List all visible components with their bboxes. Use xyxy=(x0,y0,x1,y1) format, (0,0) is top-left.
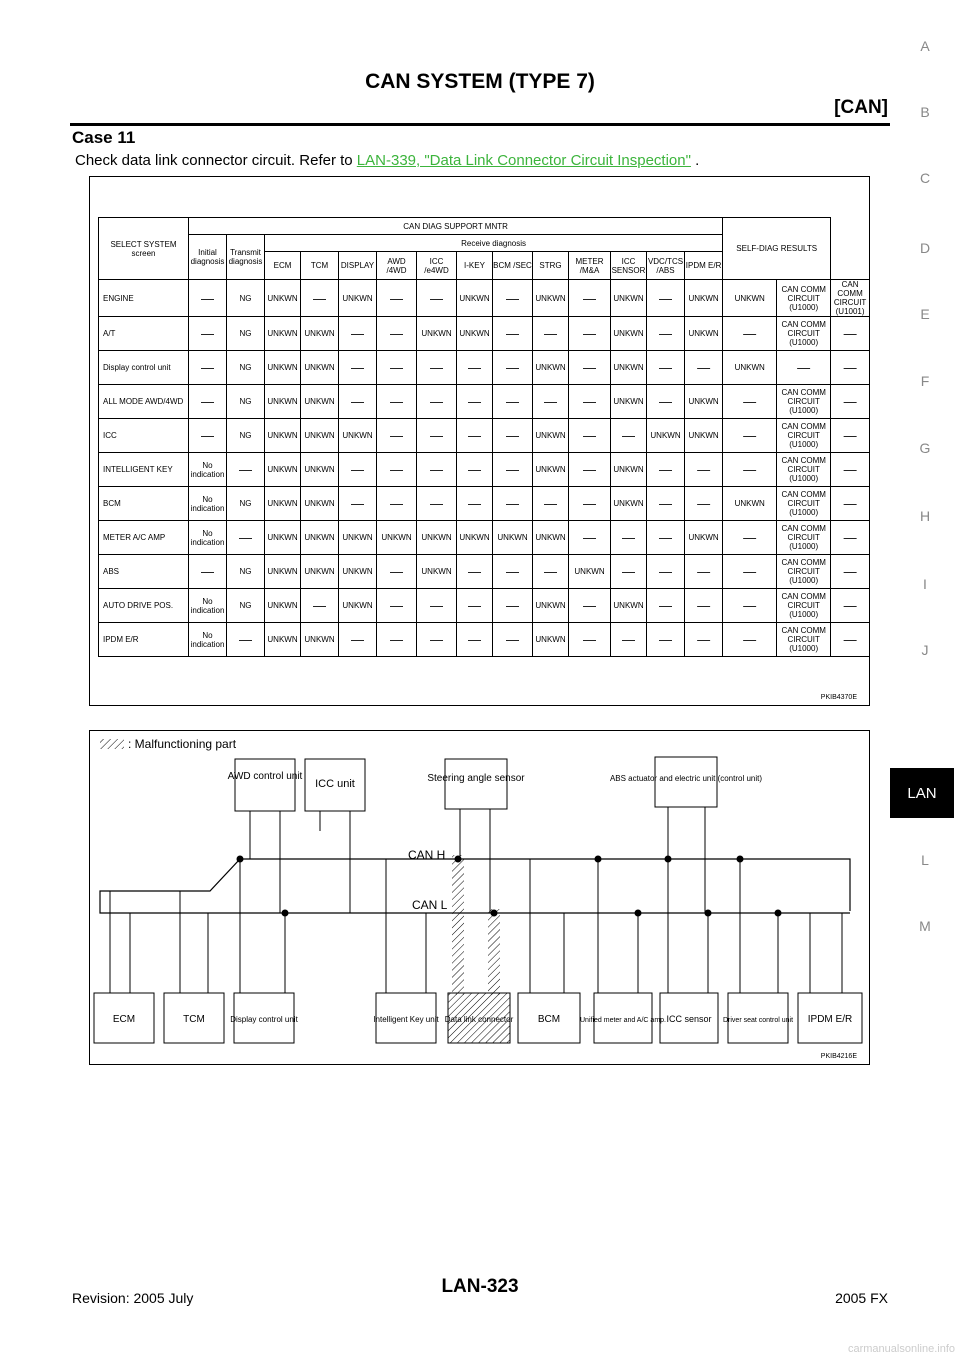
table-cell: — xyxy=(723,555,777,589)
table-cell: — xyxy=(417,487,457,521)
index-lan-tab[interactable]: LAN xyxy=(890,768,954,818)
table-cell: — xyxy=(377,317,417,351)
can-diag-header: CAN DIAG SUPPORT MNTR xyxy=(189,218,723,235)
table-cell: UNKWN xyxy=(685,385,723,419)
table-cell: — xyxy=(611,419,647,453)
table-cell: — xyxy=(569,351,611,385)
table-row xyxy=(99,487,870,521)
table-cell: — xyxy=(493,589,533,623)
table-cell: UNKWN xyxy=(265,623,301,657)
can-wiring-figure xyxy=(89,730,870,1065)
row-system-name: ICC xyxy=(99,419,189,453)
table-row xyxy=(99,351,870,385)
table-cell: — xyxy=(417,280,457,317)
table-cell: — xyxy=(611,623,647,657)
table-cell: NG xyxy=(227,385,265,419)
table-row xyxy=(99,419,870,453)
table-cell: UNKWN xyxy=(265,589,301,623)
table-cell: — xyxy=(723,317,777,351)
table-cell: UNKWN xyxy=(339,419,377,453)
footer-page-number: LAN-323 xyxy=(441,1276,519,1297)
table-cell: — xyxy=(647,351,685,385)
self-diag-cell: — xyxy=(831,623,870,657)
side-index xyxy=(890,0,960,1358)
table-cell: No indication xyxy=(189,453,227,487)
table-cell: UNKWN xyxy=(685,419,723,453)
table-cell: UNKWN xyxy=(533,419,569,453)
table-cell: — xyxy=(189,419,227,453)
index-m[interactable]: M xyxy=(919,918,931,934)
table-cell: — xyxy=(569,521,611,555)
receive-col-header: I-KEY xyxy=(457,252,493,280)
table-cell: — xyxy=(457,453,493,487)
table-cell: — xyxy=(685,555,723,589)
dlc-can-l-hatch xyxy=(488,909,500,995)
bcm-label: BCM xyxy=(537,1014,561,1025)
figure-reference: PKIB4216E xyxy=(820,1053,857,1060)
table-cell: — xyxy=(647,589,685,623)
self-diag-cell: — xyxy=(831,385,870,419)
table-cell: NG xyxy=(227,419,265,453)
self-diag-cell: — xyxy=(831,521,870,555)
table-cell: — xyxy=(569,280,611,317)
table-row xyxy=(99,589,870,623)
table-cell: — xyxy=(723,623,777,657)
row-system-name: INTELLIGENT KEY xyxy=(99,453,189,487)
can-l-label: CAN L xyxy=(412,898,448,912)
steering-angle-sensor-label: Steering angle sensor xyxy=(427,773,525,784)
table-cell: — xyxy=(457,589,493,623)
table-row xyxy=(99,453,870,487)
table-cell: — xyxy=(189,280,227,317)
figure-reference: PKIB4370E xyxy=(820,694,857,701)
table-cell: — xyxy=(647,487,685,521)
table-cell: UNKWN xyxy=(265,487,301,521)
table-cell: — xyxy=(189,351,227,385)
table-cell: — xyxy=(417,453,457,487)
receive-col-header: TCM xyxy=(301,252,339,280)
table-cell: UNKWN xyxy=(611,453,647,487)
table-cell: UNKWN xyxy=(301,351,339,385)
header-rule xyxy=(70,123,890,126)
table-cell: — xyxy=(457,555,493,589)
footer-revision: Revision: 2005 July xyxy=(72,1290,194,1306)
table-cell: UNKWN xyxy=(533,453,569,487)
table-cell: UNKWN xyxy=(301,555,339,589)
awd-control-unit-label: AWD control unit xyxy=(227,771,303,782)
table-cell: — xyxy=(611,521,647,555)
row-system-name: ABS xyxy=(99,555,189,589)
table-cell: UNKWN xyxy=(533,521,569,555)
table-cell: UNKWN xyxy=(533,589,569,623)
table-cell: NG xyxy=(227,589,265,623)
table-cell: UNKWN xyxy=(301,521,339,555)
table-cell: — xyxy=(189,317,227,351)
table-cell: UNKWN xyxy=(611,280,647,317)
self-diag-cell: CAN COMM CIRCUIT (U1000) xyxy=(777,280,831,317)
intelligent-key-label: Intelligent Key unit xyxy=(373,1015,439,1024)
can-h-line xyxy=(100,859,850,911)
table-cell: UNKWN xyxy=(265,453,301,487)
table-cell: — xyxy=(723,419,777,453)
table-cell: — xyxy=(227,453,265,487)
table-cell: — xyxy=(569,317,611,351)
row-system-name: A/T xyxy=(99,317,189,351)
select-system-header: SELECT SYSTEM screen xyxy=(99,218,189,280)
table-cell: UNKWN xyxy=(533,351,569,385)
display-control-label: Display control unit xyxy=(230,1015,298,1024)
table-cell: No indication xyxy=(189,623,227,657)
table-cell: UNKWN xyxy=(533,280,569,317)
index-e[interactable]: E xyxy=(920,306,930,322)
section-tag: [CAN] xyxy=(834,97,888,118)
table-cell: — xyxy=(339,385,377,419)
table-cell: UNKWN xyxy=(301,623,339,657)
self-diag-cell: — xyxy=(831,419,870,453)
table-cell: — xyxy=(377,555,417,589)
table-cell: — xyxy=(493,453,533,487)
table-cell: UNKWN xyxy=(647,419,685,453)
table-cell: — xyxy=(493,385,533,419)
table-cell: — xyxy=(685,351,723,385)
table-cell: No indication xyxy=(189,487,227,521)
table-cell: UNKWN xyxy=(417,317,457,351)
table-cell: UNKWN xyxy=(265,555,301,589)
can-h-label: CAN H xyxy=(408,848,446,862)
self-diag-cell: CAN COMM CIRCUIT (U1001) xyxy=(831,280,870,317)
table-cell: — xyxy=(647,555,685,589)
row-system-name: Display control unit xyxy=(99,351,189,385)
index-b[interactable]: B xyxy=(920,104,930,120)
table-cell: UNKWN xyxy=(457,280,493,317)
table-cell: — xyxy=(723,521,777,555)
table-cell: — xyxy=(189,385,227,419)
table-cell: UNKWN xyxy=(611,351,647,385)
table-cell: — xyxy=(417,351,457,385)
table-cell: — xyxy=(417,589,457,623)
table-cell: — xyxy=(685,453,723,487)
receive-col-header: ICC /e4WD xyxy=(417,252,457,280)
icc-sensor-label: ICC sensor xyxy=(666,1014,712,1024)
table-cell: — xyxy=(647,453,685,487)
can-wiring-diagram xyxy=(90,731,869,1064)
receive-col-header: AWD /4WD xyxy=(377,252,417,280)
ecm-label: ECM xyxy=(112,1014,136,1025)
table-cell: — xyxy=(377,419,417,453)
table-cell: UNKWN xyxy=(301,419,339,453)
receive-diag-header: Receive diagnosis xyxy=(265,235,723,252)
legend-text: : Malfunctioning part xyxy=(128,737,237,751)
ipdm-er-label: IPDM E/R xyxy=(807,1014,853,1025)
icc-unit-label: ICC unit xyxy=(315,778,355,790)
receive-col-header: BCM /SEC xyxy=(493,252,533,280)
table-cell: — xyxy=(493,487,533,521)
table-cell: — xyxy=(339,487,377,521)
table-row xyxy=(99,555,870,589)
table-cell: UNKWN xyxy=(265,419,301,453)
can-diag-table xyxy=(98,217,870,657)
awd-control-unit xyxy=(235,759,295,811)
receive-col-header: IPDM E/R xyxy=(685,252,723,280)
table-cell: — xyxy=(569,419,611,453)
table-cell: UNKWN xyxy=(301,453,339,487)
table-cell: — xyxy=(339,623,377,657)
table-cell: — xyxy=(647,280,685,317)
can-l-line xyxy=(100,911,850,913)
table-cell: — xyxy=(227,521,265,555)
junction-dots xyxy=(237,856,782,917)
table-row xyxy=(99,317,870,351)
table-cell: — xyxy=(457,487,493,521)
table-cell: — xyxy=(457,419,493,453)
table-cell: UNKWN xyxy=(265,385,301,419)
table-cell: — xyxy=(301,589,339,623)
table-cell: — xyxy=(533,555,569,589)
table-cell: UNKWN xyxy=(457,521,493,555)
table-cell: — xyxy=(377,487,417,521)
table-cell: UNKWN xyxy=(339,280,377,317)
table-row xyxy=(99,521,870,555)
table-cell: — xyxy=(569,589,611,623)
table-cell: UNKWN xyxy=(611,385,647,419)
receive-col-header: STRG xyxy=(533,252,569,280)
table-cell: UNKWN xyxy=(417,555,457,589)
self-diag-cell: — xyxy=(831,453,870,487)
table-cell: — xyxy=(569,487,611,521)
self-diag-header: SELF-DIAG RESULTS xyxy=(723,218,831,280)
table-cell: — xyxy=(647,623,685,657)
row-system-name: ENGINE xyxy=(99,280,189,317)
table-cell: UNKWN xyxy=(417,521,457,555)
table-cell: — xyxy=(493,419,533,453)
index-h[interactable]: H xyxy=(919,508,931,524)
dlc-can-h-hatch xyxy=(452,855,464,995)
self-diag-cell: — xyxy=(831,589,870,623)
table-cell: — xyxy=(723,453,777,487)
driver-seat-label: Driver seat control unit xyxy=(722,1017,794,1024)
case-title: Case 11 xyxy=(72,128,136,147)
self-diag-cell: — xyxy=(831,555,870,589)
receive-col-header: METER /M&A xyxy=(569,252,611,280)
table-cell: UNKWN xyxy=(611,589,647,623)
table-cell: — xyxy=(417,419,457,453)
table-cell: — xyxy=(377,589,417,623)
table-cell: — xyxy=(339,453,377,487)
table-cell: — xyxy=(377,453,417,487)
index-i[interactable]: I xyxy=(923,576,927,592)
receive-col-header: ICC SENSOR xyxy=(611,252,647,280)
table-cell: No indication xyxy=(189,521,227,555)
footer-model: 2005 FX xyxy=(835,1290,888,1306)
table-cell: — xyxy=(569,453,611,487)
steering-angle-sensor xyxy=(445,759,507,809)
table-cell: NG xyxy=(227,487,265,521)
page-title: CAN SYSTEM (TYPE 7) xyxy=(365,70,595,93)
receive-col-header: ECM xyxy=(265,252,301,280)
table-cell: — xyxy=(533,317,569,351)
table-cell: — xyxy=(569,623,611,657)
table-cell: — xyxy=(457,385,493,419)
table-cell: UNKWN xyxy=(685,521,723,555)
table-cell: — xyxy=(569,385,611,419)
unified-meter-label: Unified meter and A/C amp. xyxy=(580,1017,666,1024)
self-diag-cell: CAN COMM CIRCUIT (U1000) xyxy=(777,317,831,351)
table-cell: UNKWN xyxy=(265,351,301,385)
index-c[interactable]: C xyxy=(919,170,931,186)
table-cell: — xyxy=(533,385,569,419)
table-cell: NG xyxy=(227,280,265,317)
reference-link[interactable]: LAN-339, "Data Link Connector Circuit Inspection" xyxy=(356,152,691,169)
row-system-name: IPDM E/R xyxy=(99,623,189,657)
self-diag-cell: — xyxy=(831,487,870,521)
self-diag-cell: — xyxy=(831,351,870,385)
table-cell: — xyxy=(493,317,533,351)
table-cell: UNKWN xyxy=(723,351,777,385)
table-cell: — xyxy=(457,623,493,657)
self-diag-cell: CAN COMM CIRCUIT (U1000) xyxy=(777,521,831,555)
table-cell: UNKWN xyxy=(723,280,777,317)
table-cell: — xyxy=(189,555,227,589)
table-cell: UNKWN xyxy=(457,317,493,351)
table-cell: — xyxy=(647,385,685,419)
data-link-connector-label: Data link connector xyxy=(444,1015,514,1024)
transmit-diag-header: Transmit diagnosis xyxy=(227,235,265,280)
table-cell: UNKWN xyxy=(265,280,301,317)
table-cell: UNKWN xyxy=(723,487,777,521)
watermark: carmanualsonline.info xyxy=(847,1343,955,1355)
index-a[interactable]: A xyxy=(920,38,930,54)
self-diag-cell: — xyxy=(777,351,831,385)
table-row xyxy=(99,623,870,657)
check-instruction xyxy=(75,152,699,169)
self-diag-cell: — xyxy=(831,317,870,351)
row-system-name: AUTO DRIVE POS. xyxy=(99,589,189,623)
table-cell: — xyxy=(377,351,417,385)
table-cell: UNKWN xyxy=(685,317,723,351)
table-cell: — xyxy=(377,385,417,419)
table-cell: — xyxy=(339,317,377,351)
table-cell: — xyxy=(647,521,685,555)
index-l[interactable]: L xyxy=(921,852,929,868)
table-cell: — xyxy=(723,589,777,623)
table-cell: — xyxy=(339,351,377,385)
table-cell: — xyxy=(493,623,533,657)
table-cell: — xyxy=(227,623,265,657)
initial-diag-header: Initial diagnosis xyxy=(189,235,227,280)
table-cell: — xyxy=(377,623,417,657)
table-cell: — xyxy=(417,623,457,657)
table-cell: — xyxy=(647,317,685,351)
row-system-name: ALL MODE AWD/4WD xyxy=(99,385,189,419)
table-row xyxy=(99,385,870,419)
table-cell: — xyxy=(301,280,339,317)
table-cell: — xyxy=(493,555,533,589)
check-prefix: Check data link connector circuit. Refer to xyxy=(75,152,357,169)
self-diag-cell: CAN COMM CIRCUIT (U1000) xyxy=(777,623,831,657)
table-cell: UNKWN xyxy=(301,385,339,419)
table-cell: — xyxy=(611,555,647,589)
self-diag-cell: CAN COMM CIRCUIT (U1000) xyxy=(777,555,831,589)
abs-actuator-unit-label: ABS actuator and electric unit (control unit) xyxy=(609,774,763,783)
table-row xyxy=(99,280,870,317)
table-cell: UNKWN xyxy=(685,280,723,317)
self-diag-cell: CAN COMM CIRCUIT (U1000) xyxy=(777,419,831,453)
index-d[interactable]: D xyxy=(919,240,931,256)
table-cell: NG xyxy=(227,555,265,589)
table-cell: NG xyxy=(227,351,265,385)
row-system-name: BCM xyxy=(99,487,189,521)
table-cell: UNKWN xyxy=(533,623,569,657)
self-diag-cell: CAN COMM CIRCUIT (U1000) xyxy=(777,589,831,623)
check-suffix: . xyxy=(690,152,700,169)
table-cell: — xyxy=(493,351,533,385)
table-cell: UNKWN xyxy=(339,589,377,623)
table-cell: UNKWN xyxy=(611,487,647,521)
table-cell: — xyxy=(685,623,723,657)
table-cell: — xyxy=(457,351,493,385)
table-cell: UNKWN xyxy=(377,521,417,555)
receive-col-header: VDC/TCS /ABS xyxy=(647,252,685,280)
self-diag-cell: CAN COMM CIRCUIT (U1000) xyxy=(777,385,831,419)
table-cell: — xyxy=(377,280,417,317)
table-cell: UNKWN xyxy=(339,521,377,555)
table-cell: — xyxy=(493,280,533,317)
table-cell: UNKWN xyxy=(265,521,301,555)
table-cell: — xyxy=(685,487,723,521)
table-cell: — xyxy=(417,385,457,419)
self-diag-cell: CAN COMM CIRCUIT (U1000) xyxy=(777,487,831,521)
table-cell: UNKWN xyxy=(301,487,339,521)
self-diag-cell: CAN COMM CIRCUIT (U1000) xyxy=(777,453,831,487)
table-cell: — xyxy=(723,385,777,419)
table-cell: UNKWN xyxy=(611,317,647,351)
tcm-label: TCM xyxy=(183,1014,205,1025)
table-cell: NG xyxy=(227,317,265,351)
index-g[interactable]: G xyxy=(919,440,931,456)
receive-col-header: DISPLAY xyxy=(339,252,377,280)
table-cell: UNKWN xyxy=(569,555,611,589)
table-cell: UNKWN xyxy=(339,555,377,589)
row-system-name: METER A/C AMP xyxy=(99,521,189,555)
table-cell: No indication xyxy=(189,589,227,623)
table-cell: UNKWN xyxy=(493,521,533,555)
index-f[interactable]: F xyxy=(920,373,930,389)
index-j[interactable]: J xyxy=(921,642,929,658)
table-cell: — xyxy=(533,487,569,521)
legend-hatch-icon xyxy=(100,739,124,749)
can-diag-figure xyxy=(89,176,870,706)
table-cell: UNKWN xyxy=(301,317,339,351)
table-cell: UNKWN xyxy=(265,317,301,351)
table-cell: — xyxy=(685,589,723,623)
